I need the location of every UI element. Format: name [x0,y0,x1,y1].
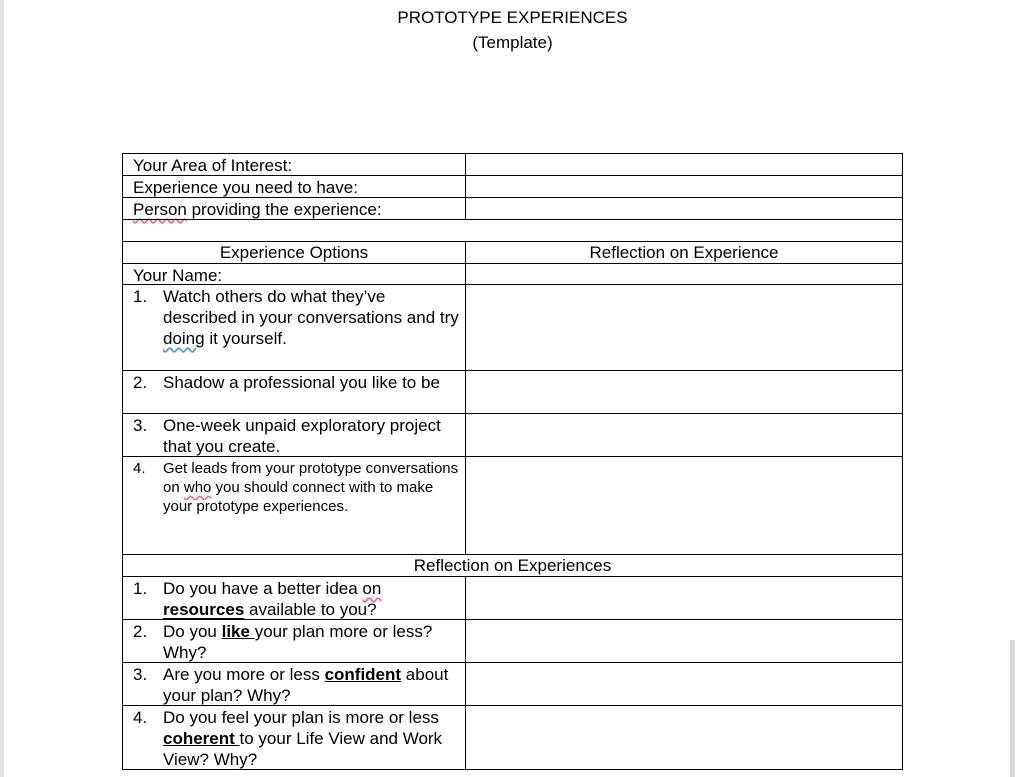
option-1-text: Watch others do what they’ve described in your conversations and try doing it yourself. [163,287,459,348]
question-3-text: Are you more or less confident about your plan? Why? [163,665,449,705]
person-providing-value-cell[interactable] [465,197,903,220]
experience-needed-label: Experience you need to have: [133,178,358,197]
person-providing-label: providing the experience: [186,200,382,219]
area-of-interest-label: Your Area of Interest: [133,156,293,175]
question-2-cell [122,619,466,663]
question-1-cell [122,576,466,620]
area-of-interest-label-cell [122,153,466,176]
spacer-row [122,219,903,242]
person-word: Person [133,200,187,219]
experience-needed-label-cell [122,175,466,198]
question-number: 3. [133,665,148,684]
experience-options-header: Experience Options [122,241,466,264]
option-3-cell [122,413,466,457]
option-number: 2. [133,373,148,392]
question-3-cell [122,662,466,706]
answer-3-cell[interactable] [465,662,903,706]
spell-check-word: who [183,479,212,496]
question-number: 4. [133,708,148,727]
page-subtitle: (Template) [472,33,553,52]
reflection-on-experience-header: Reflection on Experience [465,241,903,264]
question-number: 2. [133,622,148,641]
answer-2-cell[interactable] [465,619,903,663]
reflection-1-cell[interactable] [465,284,903,371]
option-1-cell [122,284,466,371]
option-2-text: Shadow a professional you like to be [163,373,440,392]
person-providing-label-cell [122,197,466,220]
page-title: PROTOTYPE EXPERIENCES [397,8,628,27]
option-4-text: Get leads from your prototype conversations on who you should connect with to make your prototype experiences. [163,460,459,515]
option-number: 1. [133,287,148,306]
spell-check-word: doing [163,329,205,348]
your-name-value-cell[interactable] [465,263,903,285]
option-3-text: One-week unpaid exploratory project that you create. [163,416,441,456]
question-2-text: Do you like your plan more or less? Why? [163,622,433,662]
page-left-edge [0,0,4,777]
question-4-cell [122,705,466,770]
question-number: 1. [133,579,148,598]
reflection-on-experiences-header: Reflection on Experiences [122,554,903,577]
answer-4-cell[interactable] [465,705,903,770]
reflection-4-cell[interactable] [465,456,903,555]
reflection-3-cell[interactable] [465,413,903,457]
reflection-2-cell[interactable] [465,370,903,414]
answer-1-cell[interactable] [465,576,903,620]
question-1-text: Do you have a better idea on resources available to you? [163,579,382,619]
your-name-label-cell [122,263,466,285]
area-of-interest-value-cell[interactable] [465,153,903,176]
scrollbar-track[interactable] [1010,640,1015,777]
option-4-cell [122,456,466,555]
option-number: 3. [133,416,148,435]
question-4-text: Do you feel your plan is more or less coherent to your Life View and Work View? Why? [163,708,443,769]
option-number: 4. [133,460,146,477]
experience-needed-value-cell[interactable] [465,175,903,198]
your-name-label: Your Name: [133,266,223,285]
option-2-cell [122,370,466,414]
